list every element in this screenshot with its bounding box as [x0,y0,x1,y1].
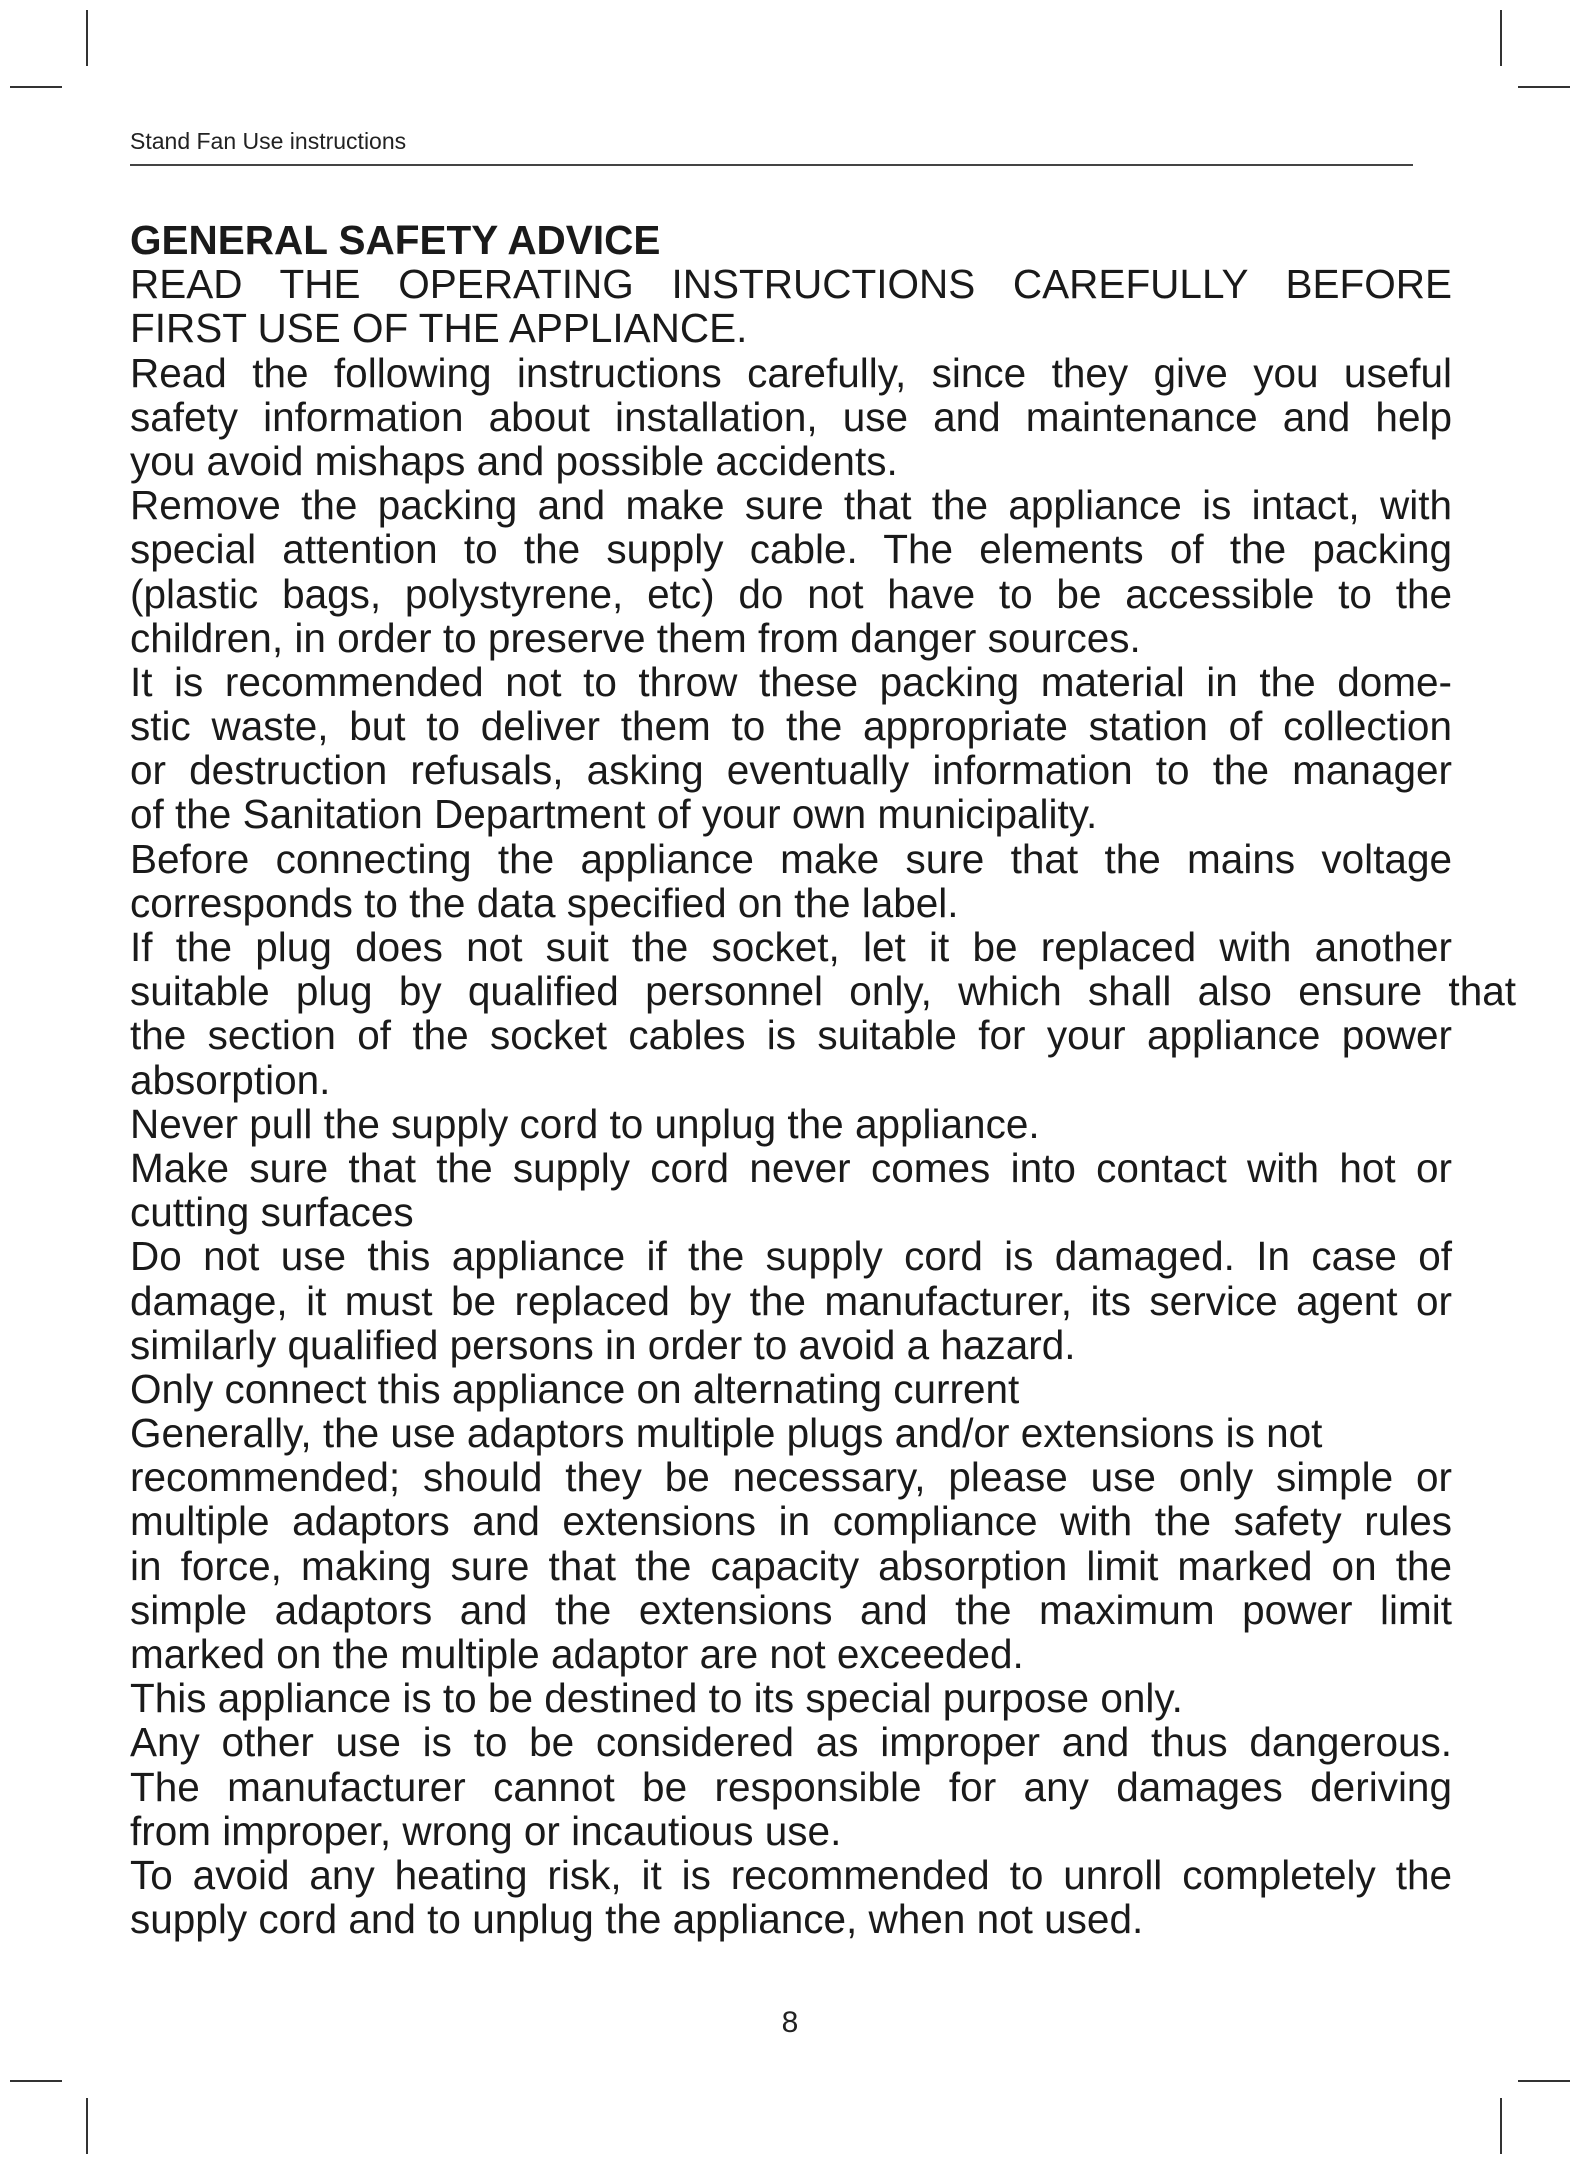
text-line: damage, it must be replaced by the manufacturer, its service agent or [130,1277,1452,1324]
text-line: special attention to the supply cable. The elements of the packing [130,526,1452,573]
text-line: Before connecting the appliance make sure that the mains voltage [130,835,1452,882]
text-line: Do not use this appliance if the supply cord is damaged. In case of [130,1233,1452,1280]
text-line: Read the following instructions carefully, since they give you useful [130,349,1452,396]
text-line: Make sure that the supply cord never comes into contact with hot or [130,1144,1452,1191]
text-line: This appliance is to be destined to its special purpose only. [130,1675,1183,1722]
page-number: 8 [781,2006,799,2039]
text-line: suitable plug by qualified personnel only, which shall also ensure that [130,968,1516,1015]
crop-mark-top-left-horizontal [10,86,62,88]
text-line: absorption. [130,1056,331,1103]
text-line: the section of the socket cables is suitable for your appliance power [130,1012,1452,1059]
text-line: READ THE OPERATING INSTRUCTIONS CAREFULLY BEFORE [130,261,1452,308]
header-divider [130,164,1413,166]
safety-section [130,217,1516,1943]
text-line: corresponds to the data specified on the label. [130,879,959,926]
section-title: GENERAL SAFETY ADVICE [130,217,661,263]
text-line: you avoid mishaps and possible accidents. [130,437,898,484]
text-line: It is recommended not to throw these packing material in the dome- [130,658,1452,705]
text-line: from improper, wrong or incautious use. [130,1807,842,1854]
text-line: Any other use is to be considered as improper and thus dangerous. [130,1719,1452,1766]
text-line: in force, making sure that the capacity absorption limit marked on the [130,1542,1452,1589]
text-line: Generally, the use adaptors multiple plugs and/or extensions is not [130,1410,1323,1457]
crop-mark-bottom-left-horizontal [10,2080,62,2082]
text-line: Only connect this appliance on alternating current [130,1365,1020,1412]
text-line: The manufacturer cannot be responsible for any damages deriving [130,1763,1452,1810]
text-line: of the Sanitation Department of your own municipality. [130,791,1098,838]
text-line: cutting surfaces [130,1189,414,1236]
text-line: If the plug does not suit the socket, let it be replaced with another [130,924,1452,970]
text-line: To avoid any heating risk, it is recommended to unroll completely the [130,1851,1452,1898]
text-line: Remove the packing and make sure that the appliance is intact, with [130,482,1452,529]
running-header: Stand Fan Use instructions [130,128,407,154]
text-line: FIRST USE OF THE APPLIANCE. [130,305,748,352]
crop-mark-bottom-right-horizontal [1518,2080,1570,2082]
text-line: Never pull the supply cord to unplug the appliance. [130,1100,1040,1147]
text-line: children, in order to preserve them from danger sources. [130,614,1141,661]
text-line: or destruction refusals, asking eventually information to the manager [130,747,1452,794]
text-line: marked on the multiple adaptor are not exceeded. [130,1631,1024,1677]
text-line: similarly qualified persons in order to avoid a hazard. [130,1321,1076,1368]
text-line: recommended; should they be necessary, please use only simple or [130,1454,1452,1501]
text-line: safety information about installation, use and maintenance and help [130,393,1452,440]
text-line: stic waste, but to deliver them to the appropriate station of collection [130,703,1452,750]
crop-mark-top-right-horizontal [1518,86,1570,88]
text-line: (plastic bags, polystyrene, etc) do not have to be accessible to the [130,570,1452,617]
crop-mark-bottom-right-vertical [1500,2098,1502,2154]
crop-mark-top-left-vertical [86,10,88,66]
crop-mark-top-right-vertical [1500,10,1502,66]
crop-mark-bottom-left-vertical [86,2098,88,2154]
text-line: supply cord and to unplug the appliance, when not used. [130,1896,1144,1943]
text-line: simple adaptors and the extensions and the maximum power limit [130,1586,1452,1633]
text-line: multiple adaptors and extensions in compliance with the safety rules [130,1498,1452,1545]
